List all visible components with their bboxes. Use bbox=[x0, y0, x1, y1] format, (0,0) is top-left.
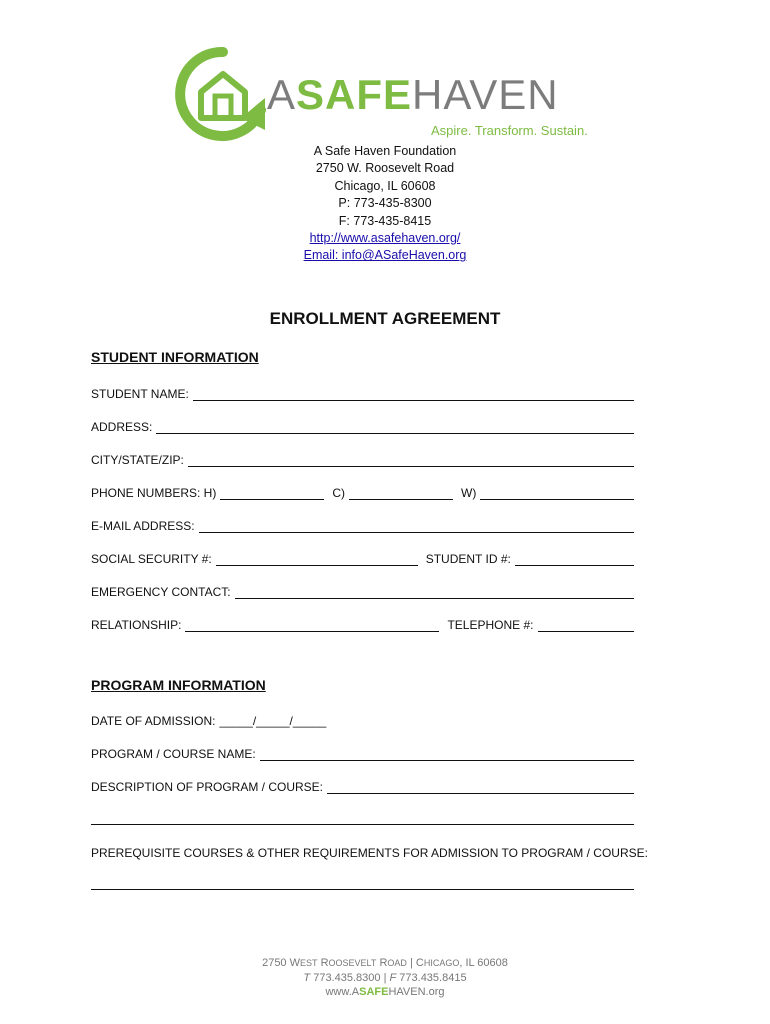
phone-home-field[interactable] bbox=[220, 488, 324, 500]
admission-date-field[interactable]: _____/_____/_____ bbox=[219, 714, 327, 728]
footer-website: www.ASAFEHAVEN.org bbox=[325, 986, 445, 998]
description-field[interactable] bbox=[327, 782, 634, 794]
student-name-row bbox=[91, 385, 634, 401]
phone-cell-label: C) bbox=[332, 486, 346, 500]
phone-work-label: W) bbox=[461, 486, 477, 500]
email-label: E-MAIL ADDRESS: bbox=[91, 519, 195, 533]
course-name-label: PROGRAM / COURSE NAME: bbox=[91, 747, 256, 761]
address-row bbox=[91, 418, 634, 434]
emergency-contact-label: EMERGENCY CONTACT: bbox=[91, 585, 231, 599]
email-field[interactable] bbox=[199, 521, 634, 533]
emergency-row bbox=[91, 583, 634, 599]
org-city: Chicago, IL 60608 bbox=[334, 178, 436, 193]
student-info-heading: STUDENT INFORMATION bbox=[91, 349, 259, 365]
org-website-link[interactable]: http://www.asafehaven.org/ bbox=[309, 231, 461, 246]
ssn-label: SOCIAL SECURITY #: bbox=[91, 552, 212, 566]
student-id-field[interactable] bbox=[515, 554, 634, 566]
prereq-label: PREREQUISITE COURSES & OTHER REQUIREMENTS FOR ADMISSION TO PROGRAM / COURSE: bbox=[91, 846, 648, 860]
description-row bbox=[91, 778, 634, 794]
phone-work-field[interactable] bbox=[480, 488, 634, 500]
student-name-label: STUDENT NAME: bbox=[91, 387, 189, 401]
address-field[interactable] bbox=[156, 422, 634, 434]
student-name-field[interactable] bbox=[193, 389, 634, 401]
telephone-field[interactable] bbox=[538, 620, 635, 632]
city-state-zip-field[interactable] bbox=[188, 455, 634, 467]
admission-row bbox=[91, 712, 634, 728]
footer bbox=[0, 956, 770, 1000]
phone-cell-field[interactable] bbox=[349, 488, 453, 500]
logo-wordmark: ASAFEHAVEN bbox=[267, 71, 559, 118]
admission-date-label: DATE OF ADMISSION: bbox=[91, 714, 216, 728]
email-row bbox=[91, 517, 634, 533]
house-arrow-logo-icon bbox=[175, 46, 271, 142]
relationship-label: RELATIONSHIP: bbox=[91, 618, 182, 632]
phone-row bbox=[91, 484, 634, 500]
description-extra-line[interactable] bbox=[91, 824, 634, 825]
footer-address: 2750 WEST ROOSEVELT ROAD | CHICAGO, IL 60608 bbox=[262, 957, 508, 969]
emergency-contact-field[interactable] bbox=[235, 587, 634, 599]
phone-home-label: PHONE NUMBERS: H) bbox=[91, 486, 217, 500]
org-name: A Safe Haven Foundation bbox=[313, 144, 457, 158]
prereq-field-line[interactable] bbox=[91, 889, 634, 890]
ssn-field[interactable] bbox=[216, 554, 418, 566]
org-email-link[interactable]: Email: info@ASafeHaven.org bbox=[303, 248, 467, 263]
course-name-row bbox=[91, 745, 634, 761]
org-street: 2750 W. Roosevelt Road bbox=[315, 161, 455, 176]
logo-tagline: Aspire. Transform. Sustain. bbox=[431, 123, 588, 138]
telephone-label: TELEPHONE #: bbox=[447, 618, 534, 632]
ssn-row bbox=[91, 550, 634, 566]
course-name-field[interactable] bbox=[260, 749, 634, 761]
logo bbox=[175, 46, 595, 142]
relationship-row bbox=[91, 616, 634, 632]
city-state-zip-label: CITY/STATE/ZIP: bbox=[91, 453, 184, 467]
org-address-block bbox=[0, 143, 770, 265]
relationship-field[interactable] bbox=[185, 620, 439, 632]
org-phone: P: 773-435-8300 bbox=[338, 196, 432, 211]
program-info-heading: PROGRAM INFORMATION bbox=[91, 677, 266, 693]
prereq-row bbox=[91, 844, 648, 860]
city-row bbox=[91, 451, 634, 467]
document-title: ENROLLMENT AGREEMENT bbox=[269, 309, 501, 328]
footer-phone: T 773.435.8300 | F 773.435.8415 bbox=[303, 971, 467, 984]
org-fax: F: 773-435-8415 bbox=[338, 213, 432, 228]
student-id-label: STUDENT ID #: bbox=[425, 552, 511, 566]
address-label: ADDRESS: bbox=[91, 420, 153, 434]
description-label: DESCRIPTION OF PROGRAM / COURSE: bbox=[91, 780, 324, 794]
